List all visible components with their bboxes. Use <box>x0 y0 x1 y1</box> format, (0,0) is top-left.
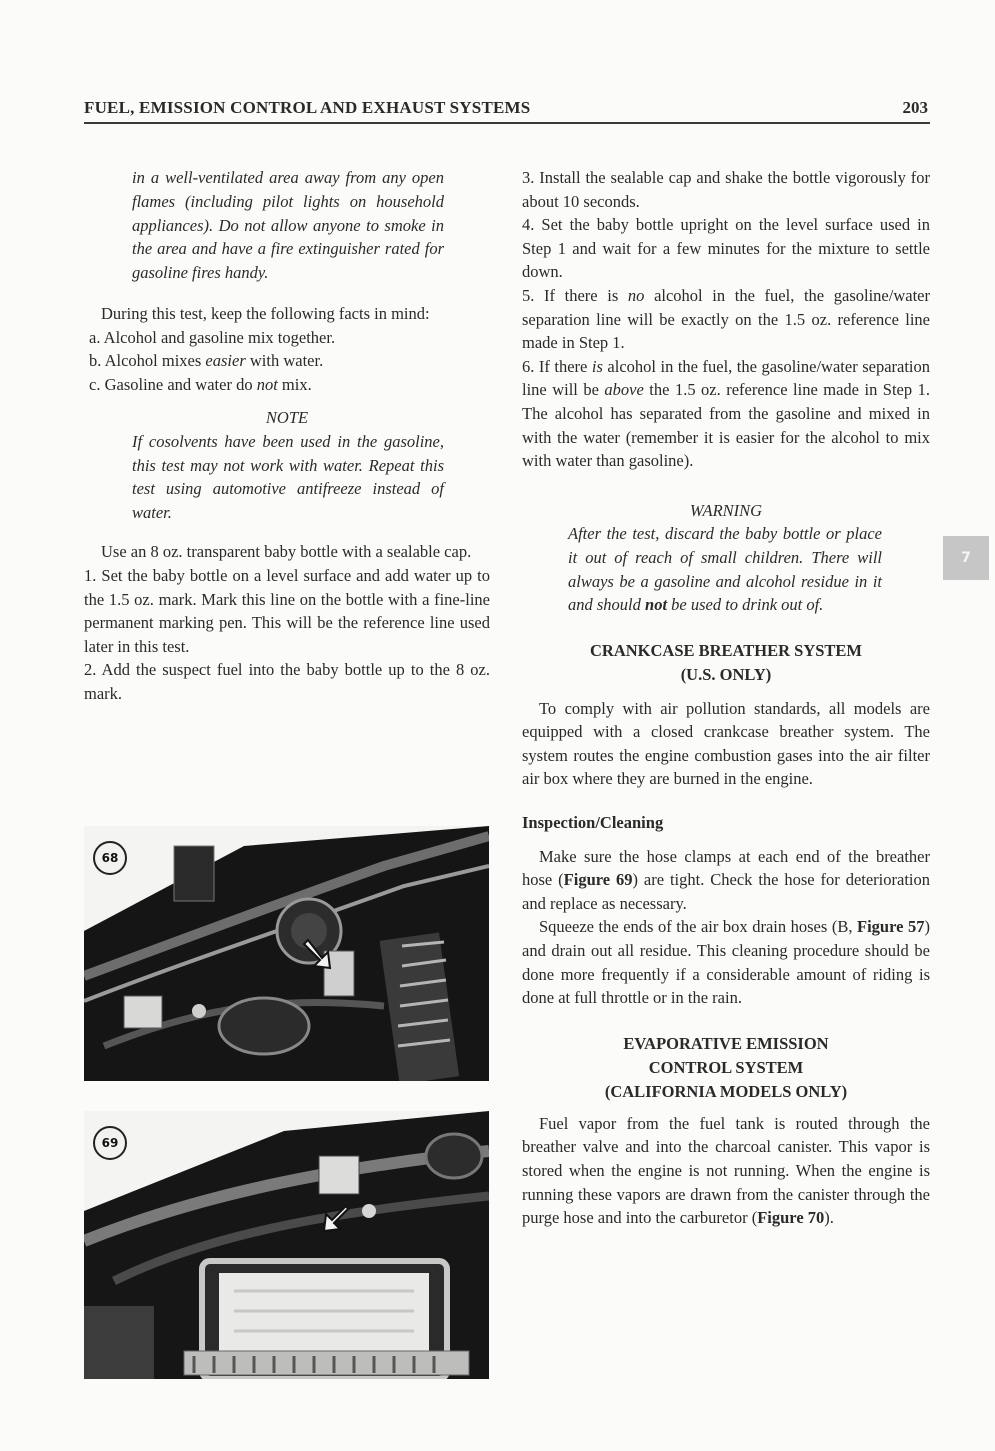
step-4: 4. Set the baby bottle upright on the level surface used in Step 1 and wait for a few minutes for the mixture to settle down. <box>522 215 930 282</box>
step-3: 3. Install the sealable cap and shake the bottle vigorously for about 10 seconds. <box>522 168 930 211</box>
fact-a: a. Alcohol and gasoline mix together. <box>89 327 336 347</box>
page-header <box>84 98 930 124</box>
figure-69-photo <box>84 1111 489 1379</box>
note-title: NOTE <box>265 408 309 428</box>
figure-68-label: 68 <box>93 841 127 875</box>
inspection-paragraph-1: Make sure the hose clamps at each end of the breather hose (Figure 69) are tight. Check the hose for deterioration and replace as necessary. <box>522 846 930 913</box>
chapter-tab: 7 <box>943 536 989 580</box>
step-1: 1. Set the baby bottle on a level surface and add water up to the 1.5 oz. mark. Mark this line on the bottle with a fine-line permanent marking pen. This will be the reference line used later in this test. <box>84 565 490 656</box>
intro-paragraph: During this test, keep the following facts in mind: <box>101 303 430 323</box>
step-2: 2. Add the suspect fuel into the baby bottle up to the 8 oz. mark. <box>84 660 490 703</box>
figure-68-photo <box>84 826 489 1081</box>
right-column <box>522 166 930 1230</box>
inspection-paragraph-2: Squeeze the ends of the air box drain hoses (B, Figure 57) and drain out all residue. This cleaning procedure should be done more frequently if a considerable amount of riding is done at full throttle or in the rain. <box>522 917 930 1008</box>
warning-continuation: in a well-ventilated area away from any open flames (including pilot lights on household appliances). Do not allow anyone to smoke in the area and have a fire extinguisher rated for gasoline fires handy. <box>132 168 444 283</box>
fact-b: b. Alcohol mixes easier with water. <box>89 351 324 371</box>
bottle-paragraph: Use an 8 oz. transparent baby bottle with a sealable cap. <box>101 542 472 562</box>
fact-c: c. Gasoline and water do not mix. <box>89 374 312 394</box>
chapter-title: FUEL, EMISSION CONTROL AND EXHAUST SYSTEMS <box>84 98 531 117</box>
step-5: 5. If there is no alcohol in the fuel, the gasoline/water separation line will be exactly on the 1.5 oz. reference line made in Step 1. <box>522 285 930 353</box>
inspection-heading: Inspection/Cleaning <box>522 813 664 833</box>
figure-69-label: 69 <box>93 1126 127 1160</box>
page-number: 203 <box>902 98 928 117</box>
crankcase-paragraph: To comply with air pollution standards, all models are equipped with a closed crankcase breather system. The system routes the engine combustion gases into the air filter air box where they are burned in the engine. <box>522 698 930 789</box>
warning-title: WARNING <box>689 500 763 520</box>
evaporative-heading: EVAPORATIVE EMISSION CONTROL SYSTEM (CALIFORNIA MODELS ONLY) <box>604 1033 848 1101</box>
warning-text: After the test, discard the baby bottle or place it out of reach of small children. There will always be a gasoline and alcohol residue in it and should not be used to drink out of. <box>568 524 882 615</box>
left-column <box>84 166 490 705</box>
note-text: If cosolvents have been used in the gasoline, this test may not work with water. Repeat this test using automotive antifreeze instead of water. <box>132 431 444 522</box>
step-6: 6. If there is alcohol in the fuel, the gasoline/water separation line will be above the 1.5 oz. reference line made in Step 1. The alcohol has separated from the gasoline and mixed in with the water (remember it is easier for the alcohol to mix with water than gasoline). <box>522 356 931 471</box>
evaporative-paragraph: Fuel vapor from the fuel tank is routed through the breather valve and into the charcoal canister. This vapor is stored when the engine is not running. When the engine is running these vapors are drawn from the canister through the purge hose and into the carburetor (Figure 70). <box>522 1113 930 1228</box>
crankcase-heading: CRANKCASE BREATHER SYSTEM (U.S. ONLY) <box>590 640 862 684</box>
